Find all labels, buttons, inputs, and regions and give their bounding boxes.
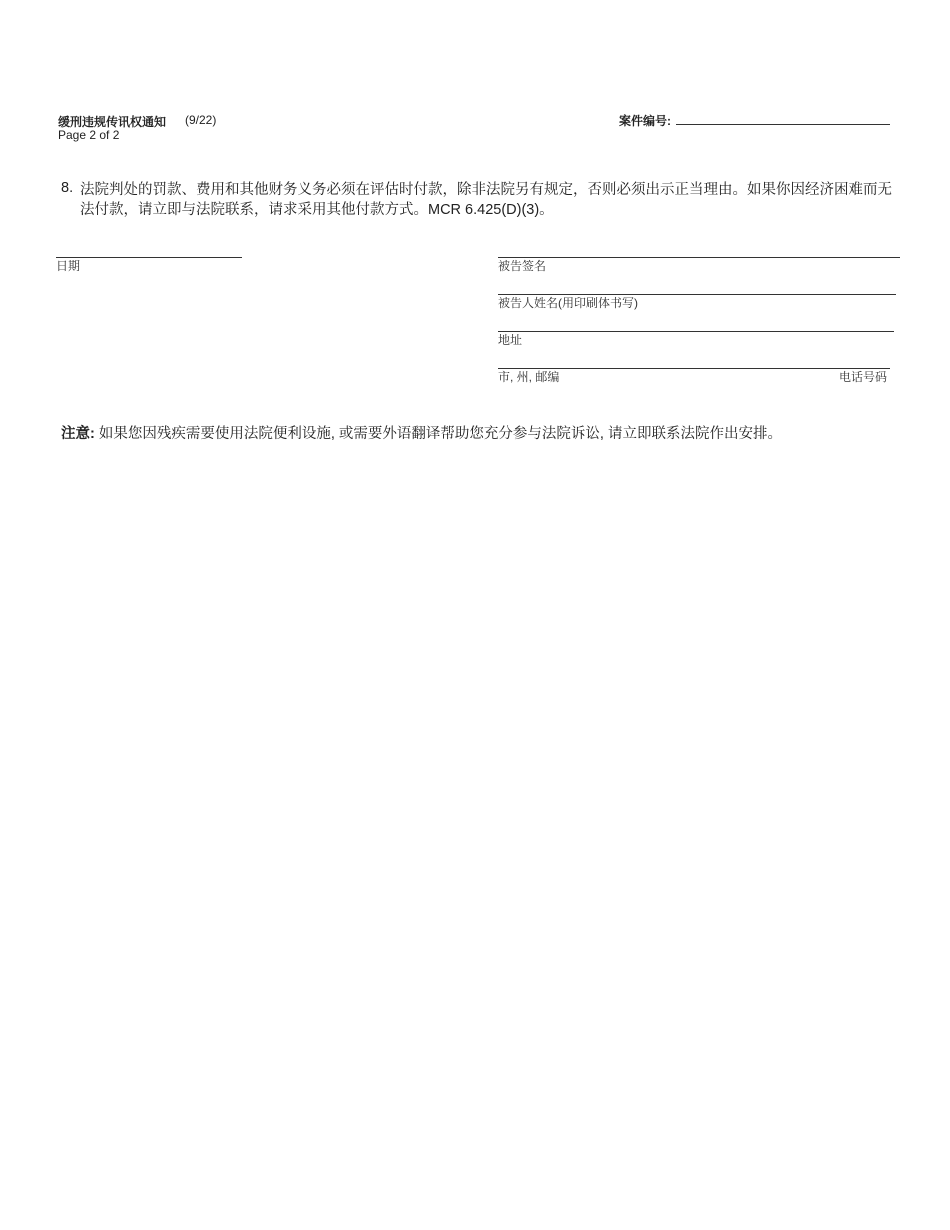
notice-label: 注意: bbox=[61, 426, 95, 442]
defendant-signature-label: 被告签名 bbox=[498, 259, 547, 273]
case-number-label: 案件编号: bbox=[619, 114, 671, 128]
item-text: 法院判处的罚款、费用和其他财务义务必须在评估时付款，除非法院另有规定，否则必须出示正当理由。如果你因经济困难而无法付款，请立即与法院联系，请求采用其他付款方式。MCR 6.425(D)(3)。 bbox=[80, 182, 892, 218]
defendant-signature-field[interactable] bbox=[498, 257, 900, 258]
page-number: Page 2 of 2 bbox=[58, 128, 120, 142]
case-number-field[interactable] bbox=[676, 124, 890, 125]
form-revision: (9/22) bbox=[185, 113, 217, 127]
notice-text: 如果您因残疾需要使用法院便利设施, 或需要外语翻译帮助您充分参与法院诉讼, 请立即联系法院作出安排。 bbox=[98, 426, 782, 442]
form-title: 缓刑违规传讯权通知 bbox=[58, 115, 167, 129]
date-field[interactable] bbox=[56, 257, 242, 258]
ada-notice bbox=[61, 422, 782, 443]
date-label: 日期 bbox=[56, 259, 81, 273]
phone-label: 电话号码 bbox=[839, 370, 888, 384]
city-state-zip-label: 市, 州, 邮编 bbox=[498, 370, 560, 384]
address-field[interactable] bbox=[498, 331, 894, 332]
address-label: 地址 bbox=[498, 333, 523, 347]
item-number: 8. bbox=[61, 180, 74, 196]
defendant-printed-name-label: 被告人姓名(用印刷体书写) bbox=[498, 296, 638, 310]
